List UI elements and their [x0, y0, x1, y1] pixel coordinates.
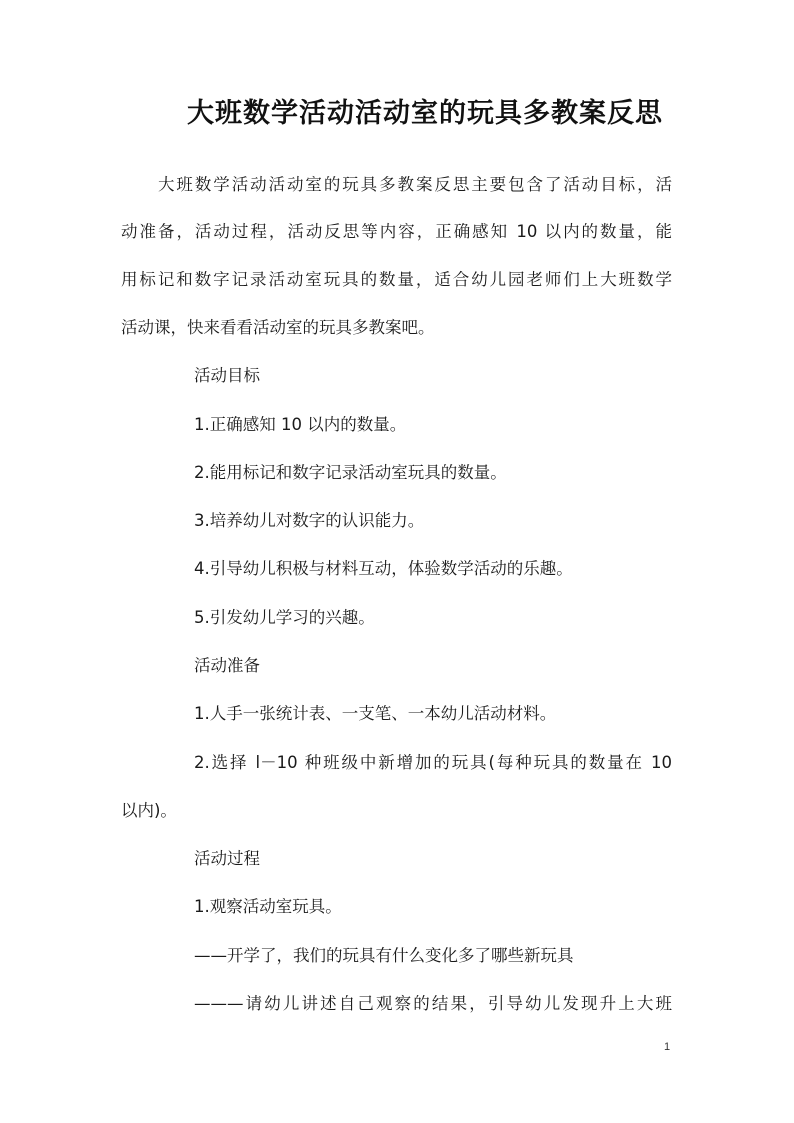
intro-line-2: 动准备，活动过程，活动反思等内容，正确感知 10 以内的数量，能 [121, 222, 672, 241]
document-title: 大班数学活动活动室的玩具多教案反思 [187, 98, 663, 129]
process-item-1: 1.观察活动室玩具。 [194, 897, 342, 916]
process-heading: 活动过程 [194, 849, 260, 868]
intro-line-3: 用标记和数字记录活动室玩具的数量，适合幼儿园老师们上大班数学 [121, 270, 672, 289]
prep-item-2-line-2: 以内)。 [121, 801, 177, 820]
process-question-2: ———请幼儿讲述自己观察的结果，引导幼儿发现升上大班 [194, 994, 672, 1013]
prep-item-2-line-1: 2.选择 l－10 种班级中新增加的玩具(每种玩具的数量在 10 [194, 753, 672, 772]
intro-line-4: 活动课，快来看看活动室的玩具多教案吧。 [121, 318, 435, 337]
goals-heading: 活动目标 [194, 366, 260, 385]
goal-item-3: 3.培养幼儿对数字的认识能力。 [194, 511, 425, 530]
goal-item-4: 4.引导幼儿积极与材料互动，体验数学活动的乐趣。 [194, 559, 573, 578]
goal-item-5: 5.引发幼儿学习的兴趣。 [194, 608, 375, 627]
page-number: 1 [664, 1041, 671, 1053]
prep-item-1: 1.人手一张统计表、一支笔、一本幼儿活动材料。 [194, 704, 557, 723]
prep-heading: 活动准备 [194, 656, 260, 675]
process-question-1: ——开学了，我们的玩具有什么变化多了哪些新玩具 [194, 946, 574, 965]
goal-item-2: 2.能用标记和数字记录活动室玩具的数量。 [194, 463, 507, 482]
intro-line-1: 大班数学活动活动室的玩具多教案反思主要包含了活动目标，活 [158, 175, 672, 194]
goal-item-1: 1.正确感知 10 以内的数量。 [194, 415, 407, 434]
